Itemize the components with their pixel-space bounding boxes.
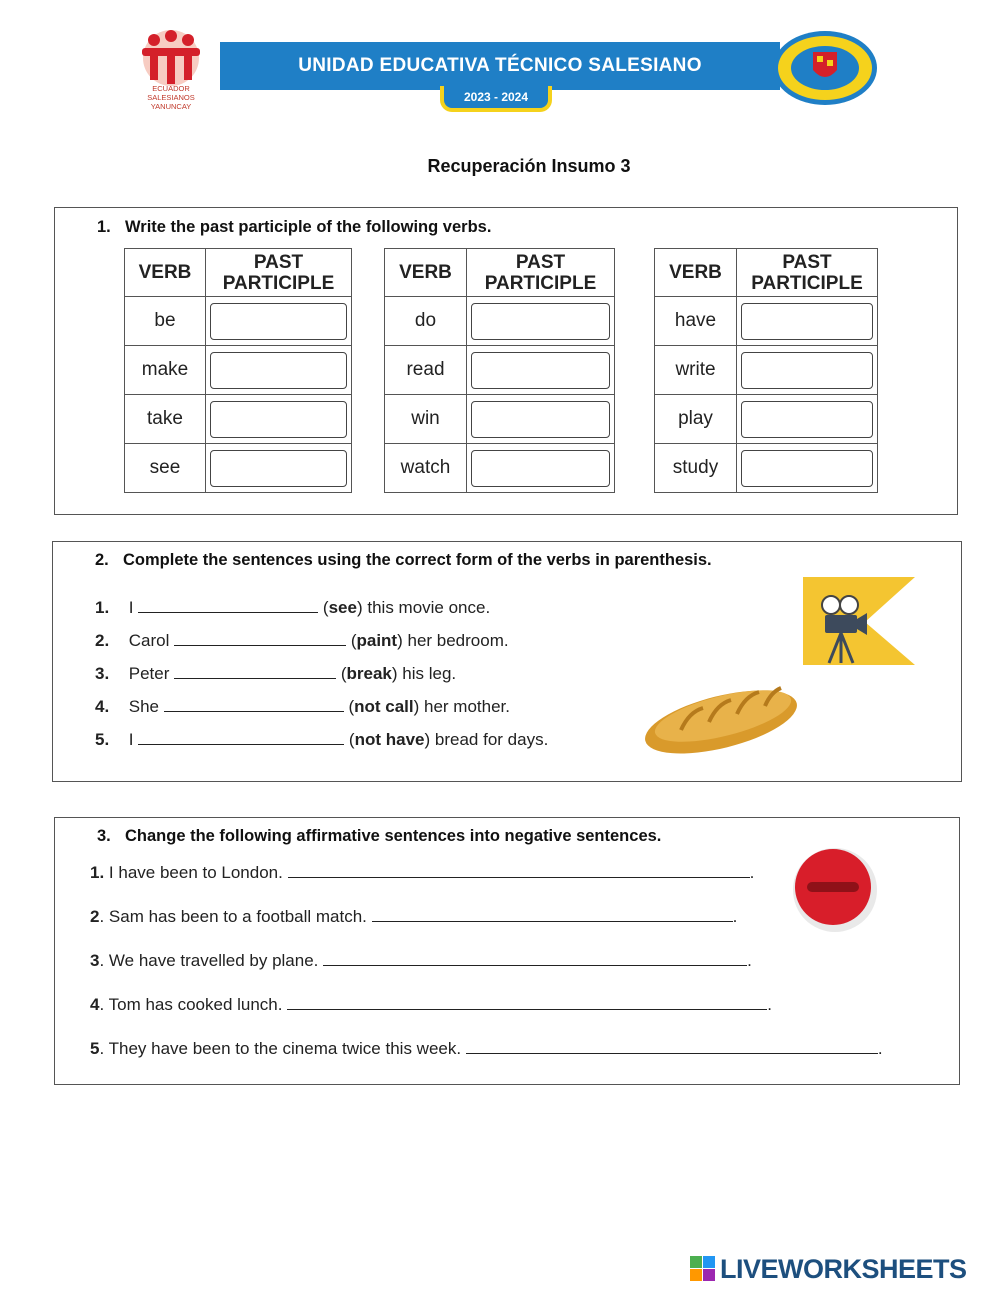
fill-blank[interactable]: [138, 731, 344, 745]
fill-blank[interactable]: [138, 599, 318, 613]
sentence-rest: her mother.: [424, 697, 511, 716]
answer-box[interactable]: [741, 450, 873, 487]
banner-bar: [220, 42, 780, 90]
negative-sentence-row: 4. Tom has cooked lunch. .: [90, 995, 772, 1014]
sentence-number: 3: [90, 951, 100, 970]
logo-text-line2: YANUNCAY: [150, 102, 192, 111]
pp-line2: PARTICIPLE: [751, 272, 863, 294]
col-verb-header: VERB: [125, 249, 206, 297]
answer-box[interactable]: [741, 352, 873, 389]
negative-sentence-row: 5. They have been to the cinema twice this week. .: [90, 1039, 883, 1058]
sentence-text: . Tom has cooked lunch.: [99, 995, 283, 1014]
sentence-row: 1. I (see) this movie once.: [95, 598, 491, 617]
sentence-number: 2: [90, 907, 100, 926]
negative-sentence-row: 3. We have travelled by plane. .: [90, 951, 752, 970]
sentence-rest: his leg.: [402, 664, 457, 683]
sentence-row: 4. She (not call) her mother.: [95, 697, 511, 716]
answer-box[interactable]: [471, 352, 610, 389]
col-past-participle-header: [206, 249, 352, 297]
logo-small-text: ECUADOR: [152, 84, 190, 93]
liveworksheets-logo-icon: [690, 1256, 718, 1282]
sentence-verb: not have: [354, 730, 425, 749]
sentence-number: 1.: [90, 863, 105, 882]
col-verb-header: VERB: [655, 249, 737, 297]
answer-line[interactable]: [466, 1040, 878, 1054]
answer-box[interactable]: [471, 401, 610, 438]
answer-line[interactable]: [323, 952, 747, 966]
section3-heading-text: Change the following affirmative sentences into negative sentences.: [125, 827, 662, 845]
pp-line1: PAST: [782, 251, 832, 273]
section1-heading: [97, 218, 491, 237]
col-verb-header: VERB: [385, 249, 467, 297]
pp-line1: PAST: [515, 251, 566, 273]
sentence-verb: see: [328, 598, 357, 617]
sentence-text: . We have travelled by plane.: [99, 951, 319, 970]
sentence-verb: paint: [356, 631, 398, 650]
answer-box[interactable]: [210, 450, 347, 487]
col-past-participle-header: [737, 249, 878, 297]
fill-blank[interactable]: [164, 698, 344, 712]
sentence-subject: Carol: [128, 631, 170, 650]
sentence-subject: She: [128, 697, 159, 716]
verb-table-1: [124, 248, 352, 493]
section3-heading: [97, 827, 661, 846]
answer-line[interactable]: [287, 996, 767, 1010]
verb-cell: take: [125, 395, 206, 444]
verb-cell: be: [125, 297, 206, 346]
verb-cell: watch: [385, 444, 467, 493]
school-year: 2023 - 2024: [440, 86, 552, 112]
section3-number: 3.: [97, 827, 111, 845]
logo-text-line1: SALESIANOS: [147, 93, 195, 102]
verb-cell: have: [655, 297, 737, 346]
verb-cell: play: [655, 395, 737, 444]
sentence-number: 4: [90, 995, 100, 1014]
sentence-number: 1.: [95, 598, 110, 617]
answer-box[interactable]: [210, 303, 347, 340]
pp-line2: PARTICIPLE: [484, 272, 597, 294]
answer-box[interactable]: [210, 401, 347, 438]
answer-box[interactable]: [210, 352, 347, 389]
answer-line[interactable]: [372, 908, 733, 922]
sentence-subject: I: [128, 598, 134, 617]
answer-line[interactable]: [288, 864, 750, 878]
section2-heading: [95, 551, 712, 570]
sentence-number: 5.: [95, 730, 110, 749]
section-negative-sentences: [54, 817, 960, 1085]
fill-blank[interactable]: [174, 665, 336, 679]
sentence-text: I have been to London.: [108, 863, 283, 882]
col-past-participle-header: [467, 249, 615, 297]
sentence-rest: her bedroom.: [407, 631, 509, 650]
section-complete-sentences: [52, 541, 962, 782]
answer-box[interactable]: [471, 303, 610, 340]
section2-number: 2.: [95, 551, 109, 569]
verb-cell: see: [125, 444, 206, 493]
verb-cell: make: [125, 346, 206, 395]
sentence-subject: Peter: [128, 664, 170, 683]
verb-cell: do: [385, 297, 467, 346]
school-seal-icon: [770, 30, 880, 102]
verb-cell: study: [655, 444, 737, 493]
sentence-text: . They have been to the cinema twice this week.: [99, 1039, 462, 1058]
verb-cell: write: [655, 346, 737, 395]
verb-table-3: [654, 248, 878, 493]
sentence-number: 3.: [95, 664, 110, 683]
answer-box[interactable]: [741, 303, 873, 340]
header-banner: [130, 28, 882, 118]
sentence-row: 5. I (not have) bread for days.: [95, 730, 549, 749]
sentence-row: 2. Carol (paint) her bedroom.: [95, 631, 509, 650]
pp-line2: PARTICIPLE: [222, 272, 335, 294]
sentence-verb: not call: [354, 697, 414, 716]
sentence-number: 4.: [95, 697, 110, 716]
verb-table-2: [384, 248, 615, 493]
pp-line1: PAST: [253, 251, 304, 273]
sentence-text: . Sam has been to a football match.: [99, 907, 367, 926]
section2-heading-text: Complete the sentences using the correct form of the verbs in parenthesis.: [123, 551, 712, 569]
sentence-verb: break: [346, 664, 392, 683]
sentence-rest: this movie once.: [367, 598, 491, 617]
answer-box[interactable]: [741, 401, 873, 438]
liveworksheets-brand: [690, 1254, 990, 1284]
sentence-rest: bread for days.: [434, 730, 549, 749]
verb-cell: read: [385, 346, 467, 395]
brand-name: LIVEWORKSHEETS: [720, 1253, 967, 1284]
movie-camera-icon: [803, 577, 915, 667]
salesianos-logo: [130, 28, 212, 110]
page-title: Recuperación Insumo 3: [427, 156, 631, 176]
section1-number: 1.: [97, 218, 111, 236]
sentence-subject: I: [128, 730, 134, 749]
negative-sentence-row: 2. Sam has been to a football match. .: [90, 907, 738, 926]
school-name: UNIDAD EDUCATIVA TÉCNICO SALESIANO: [298, 55, 702, 76]
sentence-row: 3. Peter (break) his leg.: [95, 664, 457, 683]
verb-cell: win: [385, 395, 467, 444]
negative-sentence-row: 1. I have been to London. .: [90, 863, 755, 882]
bread-icon: [641, 672, 803, 754]
section1-heading-text: Write the past participle of the following verbs.: [125, 218, 492, 236]
sentence-number: 2.: [95, 631, 110, 650]
sentence-number: 5: [90, 1039, 100, 1058]
fill-blank[interactable]: [174, 632, 346, 646]
section-past-participle: [54, 207, 958, 515]
no-entry-icon: [791, 846, 879, 934]
answer-box[interactable]: [471, 450, 610, 487]
